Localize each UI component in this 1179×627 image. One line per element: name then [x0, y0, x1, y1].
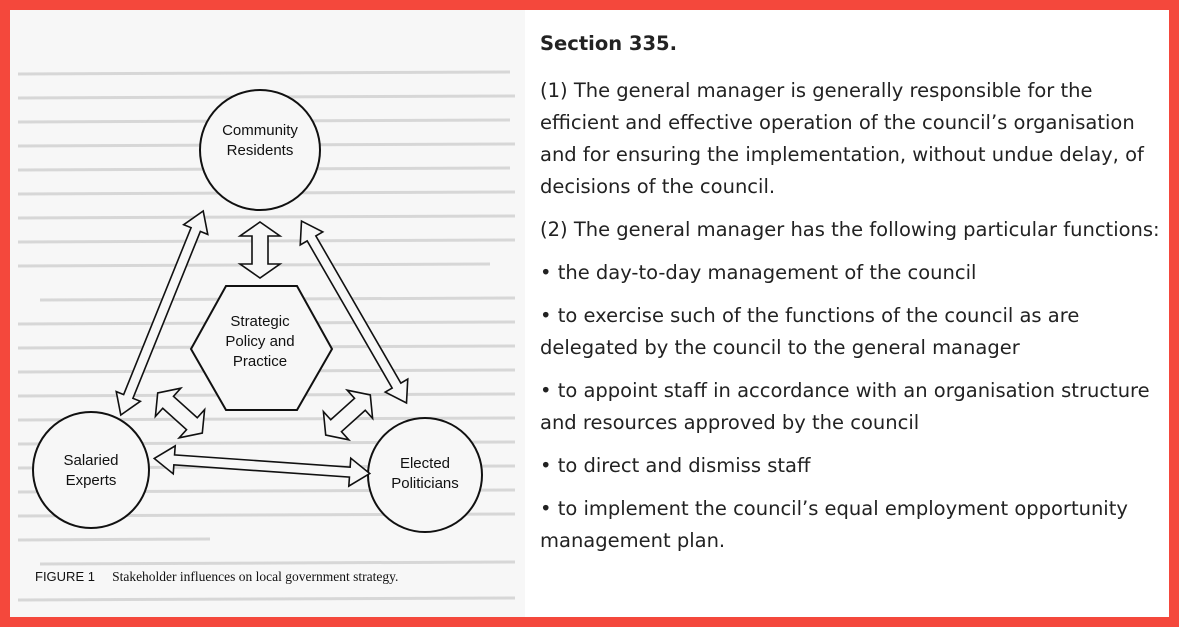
strategic-line2: Policy and [225, 333, 295, 350]
arrow-community-strategic [240, 222, 280, 278]
community-line2: Residents [226, 142, 294, 159]
function-bullet: • to direct and dismiss staff [540, 454, 811, 477]
function-bullet: • to implement the council’s equal employment opportunity management plan. [540, 497, 1128, 552]
scanned-figure [10, 10, 525, 617]
arrow-politicians-strategic [313, 381, 383, 449]
section-paragraph-1: (1) The general manager is generally responsible for the efficient and effective operation of the council’s organisation and for ensuring the implementation, without undue delay, of decisions of the council. [540, 79, 1144, 198]
section-heading: Section 335. [540, 32, 678, 55]
function-bullet: • to appoint staff in accordance with an organisation structure and resources approved by the council [540, 379, 1150, 434]
function-bullet: • to exercise such of the functions of the council as are delegated by the council to the general manager [540, 304, 1080, 359]
strategic-line3: Practice [232, 353, 288, 370]
politicians-line2: Politicians [391, 475, 459, 492]
experts-line1: Salaried [63, 452, 119, 469]
node-salaried-experts [33, 412, 149, 528]
stakeholder-diagram [10, 10, 525, 617]
arrow-experts-strategic [145, 379, 215, 447]
node-strategic-policy [191, 286, 332, 410]
section-paragraph-2: (2) The general manager has the following particular functions: [540, 218, 1160, 241]
figure-caption-text: Stakeholder influences on local government strategy. [112, 569, 399, 584]
node-elected-politicians [368, 418, 482, 532]
experts-line2: Experts [65, 472, 117, 489]
community-line1: Community [222, 122, 298, 139]
node-community-residents [200, 90, 320, 210]
page-frame [10, 10, 1169, 617]
politicians-line1: Elected [399, 455, 451, 472]
figure-caption [35, 566, 398, 585]
section-text [540, 28, 1165, 568]
strategic-line1: Strategic [230, 313, 290, 330]
arrow-experts-politicians [153, 445, 370, 488]
arrow-community-experts [109, 206, 216, 420]
figure-caption-label: FIGURE 1 [35, 569, 95, 584]
function-bullet: • the day-to-day management of the council [540, 261, 977, 284]
